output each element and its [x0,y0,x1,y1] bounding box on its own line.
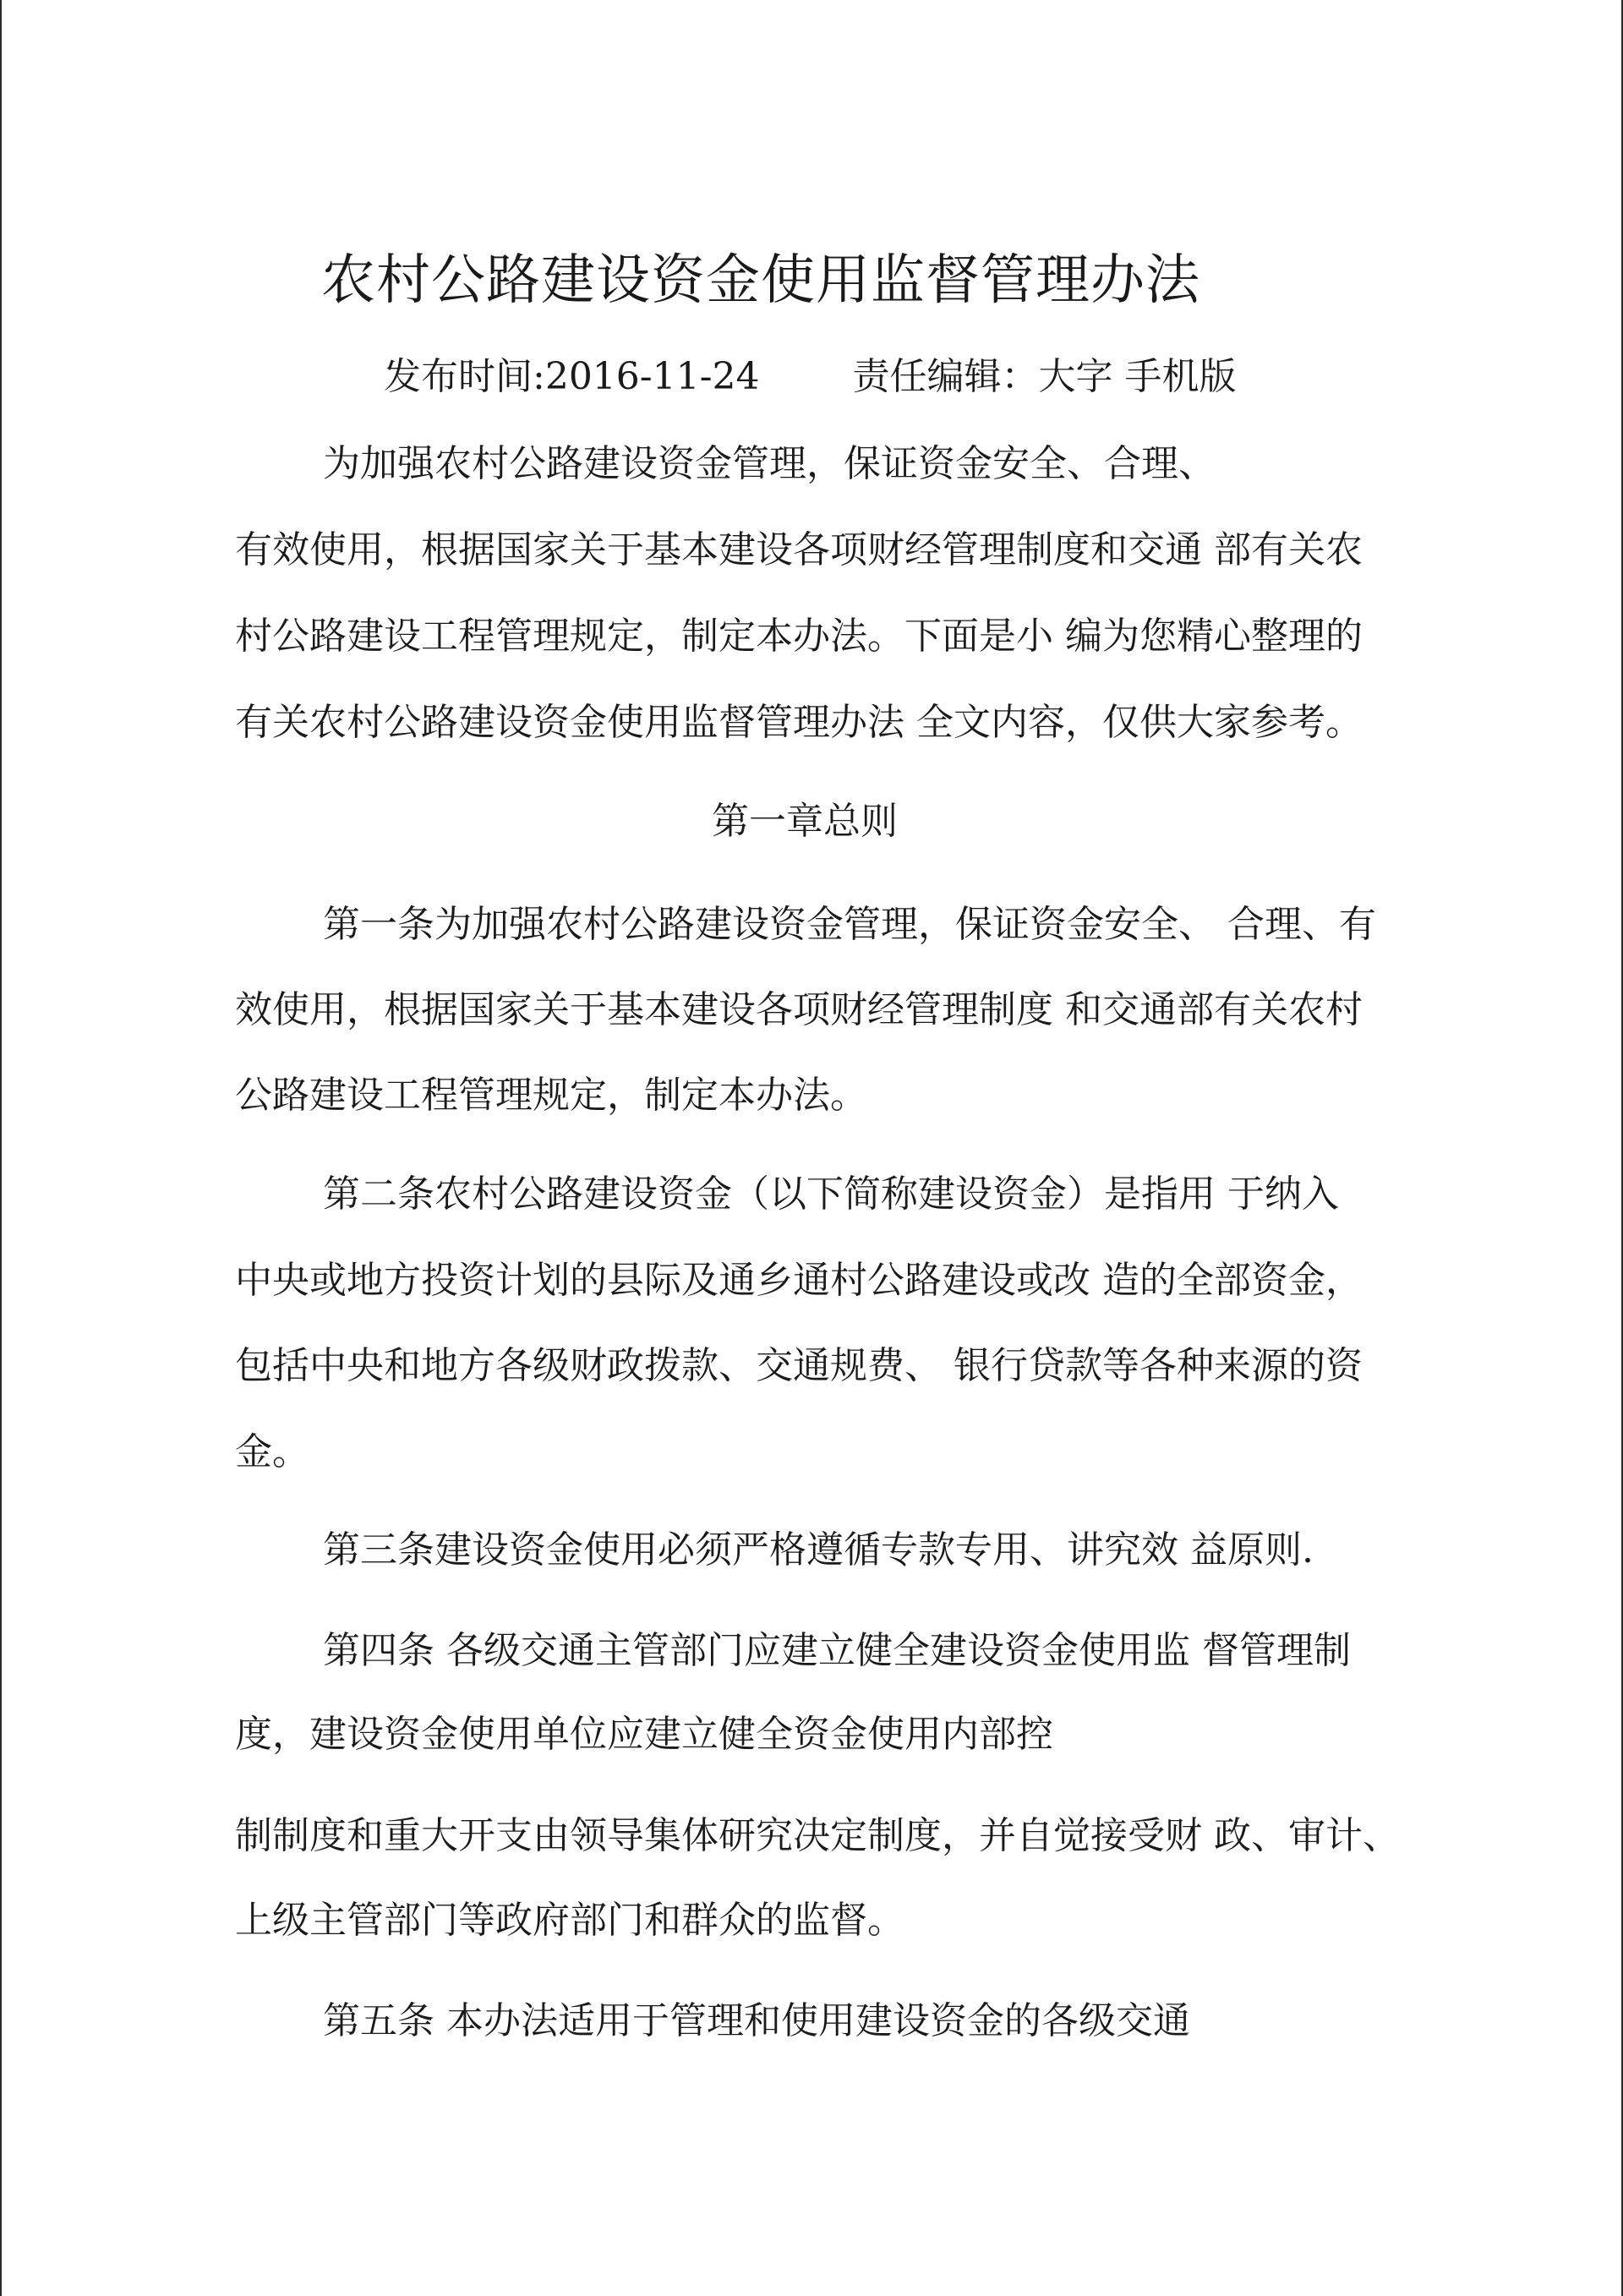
document-title: 农村公路建设资金使用监督管理办法 [321,249,1200,312]
article-line: 第三条建设资金使用必须严格遵循专款专用、讲究效 益原则. [323,1528,1314,1572]
article-line: 第二条农村公路建设资金（以下简称建设资金）是指用 于纳入 [323,1173,1339,1216]
article-line: 包括中央和地方各级财政拨款、交通规费、 银行贷款等各种来源的资 [235,1344,1363,1387]
article-line: 制制度和重大开支由领导集体研究决定制度，并自觉接受财 政、审计、 [235,1814,1400,1857]
article-line: 第五条 本办法适用于管理和使用建设资金的各级交通 [323,1999,1190,2042]
publish-info [384,355,1237,398]
intro-line: 村公路建设工程管理规定，制定本办法。下面是小 编为您精心整理的 [235,615,1363,658]
intro-line: 有关农村公路建设资金使用监督管理办法 全文内容，仅供大家参考。 [235,701,1363,744]
article-line: 公路建设工程管理规定，制定本办法。 [235,1074,867,1117]
intro-line: 有效使用，根据国家关于基本建设各项财经管理制度和交通 部有关农 [235,528,1363,571]
article-line: 效使用，根据国家关于基本建设各项财经管理制度 和交通部有关农村 [235,988,1363,1031]
article-line: 上级主管部门等政府部门和群众的监督。 [235,1899,904,1942]
editor-info: 责任编辑：大字 手机版 [852,355,1237,398]
article-line: 第四条 各级交通主管部门应建立健全建设资金使用监 督管理制 [323,1629,1351,1672]
article-line: 中央或地方投资计划的县际及通乡通村公路建设或改 造的全部资金， [235,1259,1363,1302]
publish-date: 发布时间:2016-11-24 [384,355,760,398]
article-line: 度，建设资金使用单位应建立健全资金使用内部控 [235,1713,1053,1756]
chapter-heading: 第一章总则 [712,800,898,843]
article-line: 金。 [235,1430,309,1473]
intro-line: 为加强农村公路建设资金管理，保证资金安全、合理、 [323,442,1216,485]
article-line: 第一条为加强农村公路建设资金管理，保证资金安全、 合理、有 [323,903,1376,946]
